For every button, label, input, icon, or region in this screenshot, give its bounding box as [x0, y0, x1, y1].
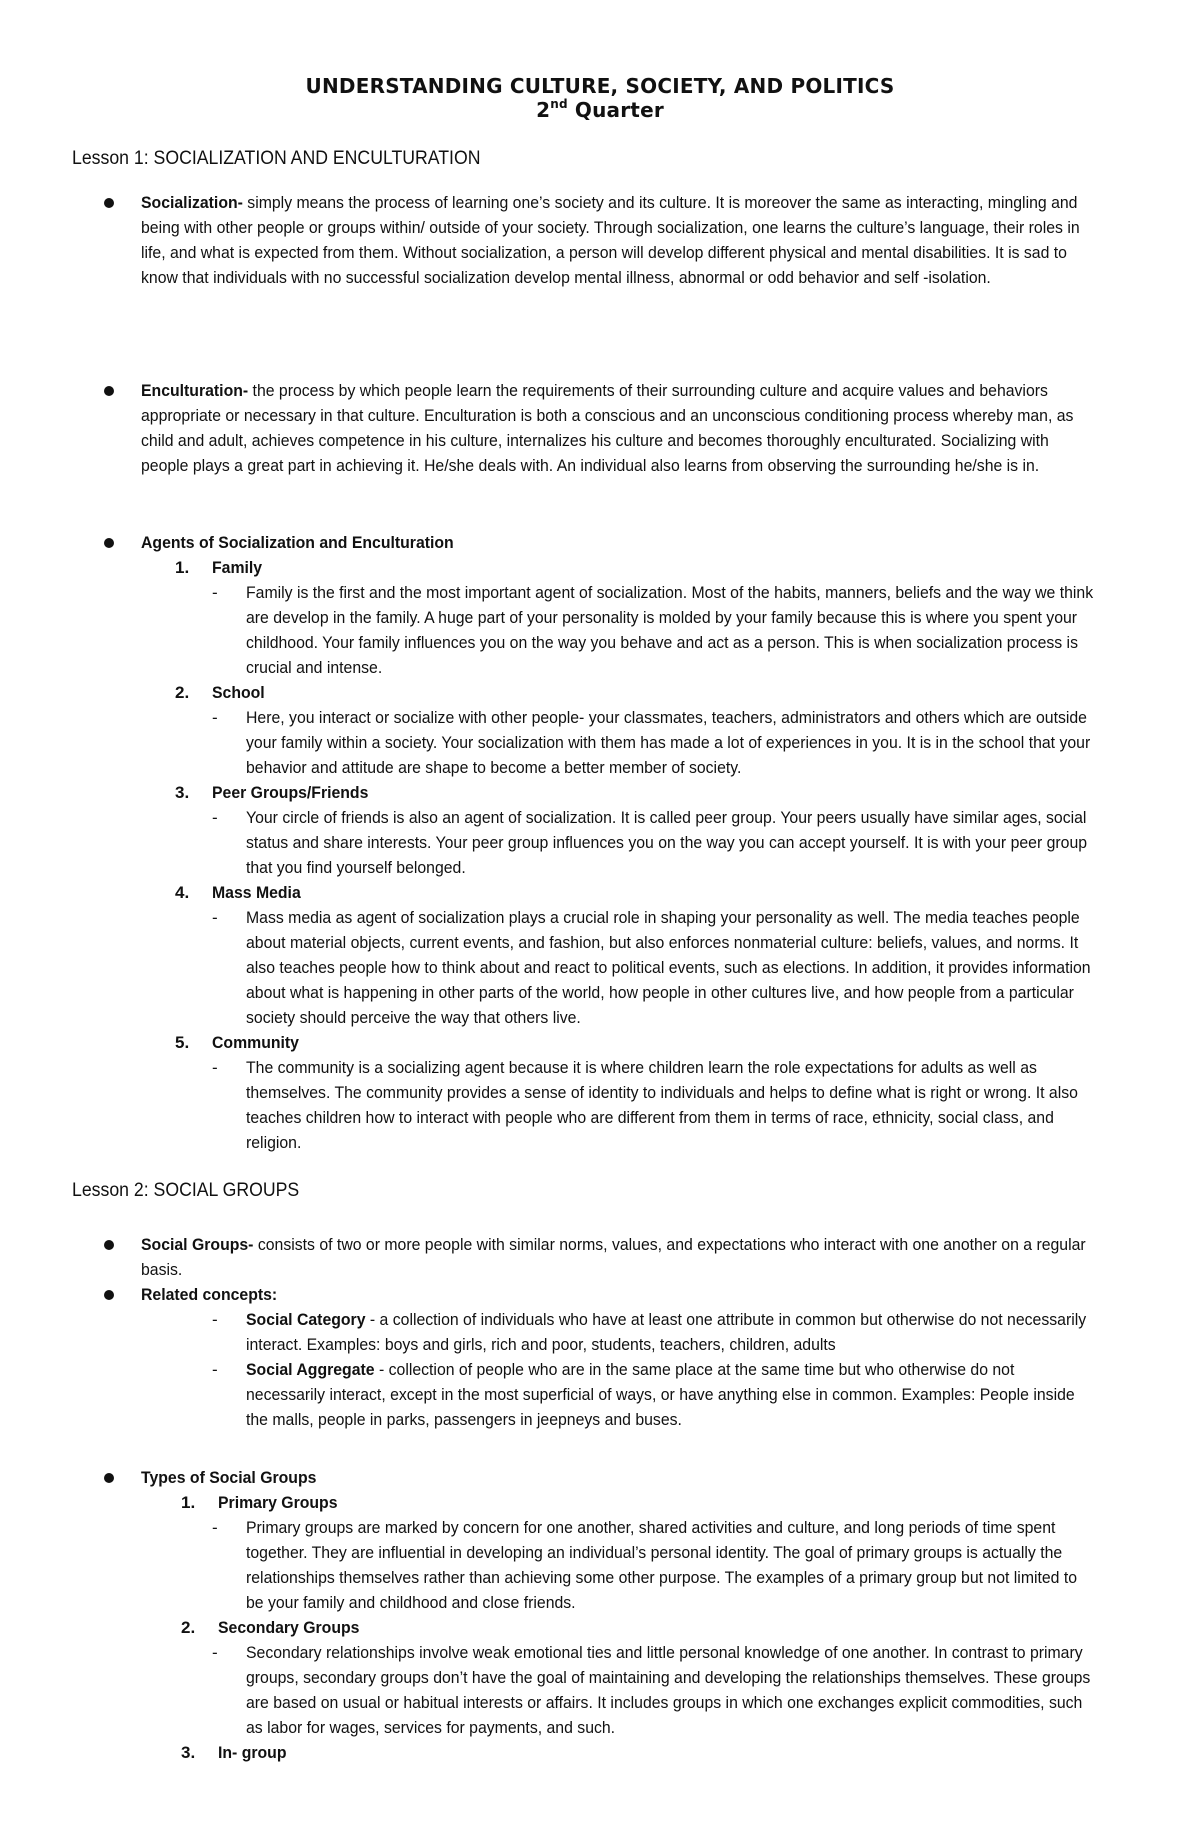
- related-concepts-title: Related concepts:: [141, 1285, 278, 1304]
- enculturation-paragraph: [141, 378, 1088, 478]
- document-title: UNDERSTANDING CULTURE, SOCIETY, AND POLITICS: [305, 74, 895, 98]
- dash-marker: -: [212, 1643, 218, 1662]
- quarter-number: 2: [536, 98, 551, 122]
- agents-title: Agents of Socialization and Enculturation: [141, 533, 454, 552]
- dash-marker: -: [212, 583, 218, 602]
- agent-text-community: The community is a socializing agent because it is where children learn the role expectations for adults as well as themselves. The community provides a sense of identity to individuals and helps to define what is right or wrong. It also teaches children how to interact with people who are different from them in terms of race, ethnicity, social class, and religion.: [246, 1058, 1078, 1152]
- type-title-secondary: Secondary Groups: [218, 1618, 360, 1637]
- dash-marker: -: [212, 1058, 218, 1077]
- lesson2-heading: Lesson 2: SOCIAL GROUPS: [72, 1180, 300, 1201]
- agent-number: 4.: [175, 883, 190, 902]
- type-text-secondary: Secondary relationships involve weak emotional ties and little personal knowledge of one another. In contrast to primary groups, secondary groups don’t have the goal of maintaining and developing the relationships themselves. These groups are based on usual or habitual interests or affairs. It includes groups in which one exchanges explicit commodities, such as labor for wages, services for payments, and such.: [246, 1643, 1091, 1737]
- type-title-primary: Primary Groups: [218, 1493, 338, 1512]
- type-text-primary: Primary groups are marked by concern for one another, shared activities and culture, and long periods of time spent together. They are influential in developing an individual’s personal identity. The goal of primary groups is actually the relationships themselves rather than achieving some other purpose. The examples of a primary group but not limited to be your family and childhood and close friends.: [246, 1518, 1078, 1612]
- agent-text-school: Here, you interact or socialize with other people- your classmates, teachers, administrators and others which are outside your family within a society. Your socialization with them has made a lot of experiences in you. It is in the school that your behavior and attitude are shape to become a better member of society.: [246, 708, 1091, 777]
- quarter-superscript: nd: [550, 97, 568, 111]
- social-category-body: - a collection of individuals who have at least one attribute in common but otherwise do not necessarily interact. Examples: boys and girls, rich and poor, students, teachers, children, adults: [246, 1310, 1087, 1354]
- social-groups-body: consists of two or more people with similar norms, values, and expectations who interact with one another on a regular basis.: [141, 1235, 1086, 1279]
- socialization-paragraph: [141, 190, 1088, 290]
- quarter-label: [0, 98, 1200, 122]
- agent-number: 5.: [175, 1033, 190, 1052]
- social-groups-term: Social Groups-: [141, 1235, 254, 1254]
- types-title: Types of Social Groups: [141, 1468, 317, 1487]
- type-number: 1.: [181, 1493, 196, 1512]
- agent-text-family: Family is the first and the most important agent of socialization. Most of the habits, manners, beliefs and the way we think are develop in the family. A huge part of your personality is molded by your family because this is where you spent your childhood. Your family influences you on the way you behave and act as a person. This is when socialization process is crucial and intense.: [246, 583, 1094, 677]
- dash-marker: -: [212, 708, 218, 727]
- agent-title-mass-media: Mass Media: [212, 883, 301, 902]
- dash-marker: -: [212, 1310, 218, 1329]
- bullet-icon: [104, 1290, 114, 1300]
- type-number: 2.: [181, 1618, 196, 1637]
- agent-title-peer-groups: Peer Groups/Friends: [212, 783, 369, 802]
- agent-number: 3.: [175, 783, 190, 802]
- agent-number: 1.: [175, 558, 190, 577]
- socialization-body: simply means the process of learning one’s society and its culture. It is moreover the same as interacting, mingling and being with other people or groups within/ outside of your society. Through socialization, one learns the culture’s language, their roles in life, and what is expected from them. Without socialization, a person will develop different physical and mental disabilities. It is sad to know that individuals with no successful socialization develop mental illness, abnormal or odd behavior and self -isolation.: [141, 193, 1080, 287]
- agent-title-family: Family: [212, 558, 263, 577]
- agent-text-peer-groups: Your circle of friends is also an agent of socialization. It is called peer group. Your peers usually have similar ages, social status and share interests. Your peer group influences you on the way you can accept yourself. It is with your peer group that you find yourself belonged.: [246, 808, 1088, 877]
- agent-text-mass-media: Mass media as agent of socialization plays a crucial role in shaping your personality as well. The media teaches people about material objects, current events, and fashion, but also enforces nonmaterial culture: beliefs, values, and norms. It also teaches people how to think about and react to political events, such as elections. In addition, it provides information about what is happening in other parts of the world, how people in other cultures live, and how people from a particular society should perceive the way that others live.: [246, 908, 1091, 1027]
- type-number: 3.: [181, 1743, 196, 1762]
- dash-marker: -: [212, 908, 218, 927]
- type-title-in-group: In- group: [218, 1743, 287, 1762]
- bullet-icon: [104, 386, 114, 396]
- social-groups-paragraph: [141, 1232, 1088, 1282]
- dash-marker: -: [212, 1518, 218, 1537]
- agent-title-school: School: [212, 683, 265, 702]
- social-category-term: Social Category: [246, 1310, 366, 1329]
- lesson1-heading: Lesson 1: SOCIALIZATION AND ENCULTURATION: [72, 148, 481, 169]
- social-aggregate-term: Social Aggregate: [246, 1360, 375, 1379]
- bullet-icon: [104, 1473, 114, 1483]
- agent-title-community: Community: [212, 1033, 299, 1052]
- quarter-word: Quarter: [567, 98, 664, 122]
- bullet-icon: [104, 1240, 114, 1250]
- bullet-icon: [104, 538, 114, 548]
- enculturation-body: the process by which people learn the requirements of their surrounding culture and acquire values and behaviors appropriate or necessary in that culture. Enculturation is both a conscious and an unconscious conditioning process whereby man, as child and adult, achieves competence in his culture, internalizes his culture and becomes thoroughly enculturated. Socializing with people plays a great part in achieving it. He/she deals with. An individual also learns from observing the surrounding he/she is in.: [141, 381, 1074, 475]
- socialization-term: Socialization-: [141, 193, 243, 212]
- social-category-paragraph: [246, 1307, 1097, 1357]
- enculturation-term: Enculturation-: [141, 381, 249, 400]
- social-aggregate-body: - collection of people who are in the same place at the same time but who otherwise do not necessarily interact, except in the most superficial of ways, or have anything else in common. Examples: People inside the malls, people in parks, passengers in jeepneys and buses.: [246, 1360, 1075, 1429]
- dash-marker: -: [212, 808, 218, 827]
- agent-number: 2.: [175, 683, 190, 702]
- bullet-icon: [104, 198, 114, 208]
- dash-marker: -: [212, 1360, 218, 1379]
- social-aggregate-paragraph: [246, 1357, 1097, 1432]
